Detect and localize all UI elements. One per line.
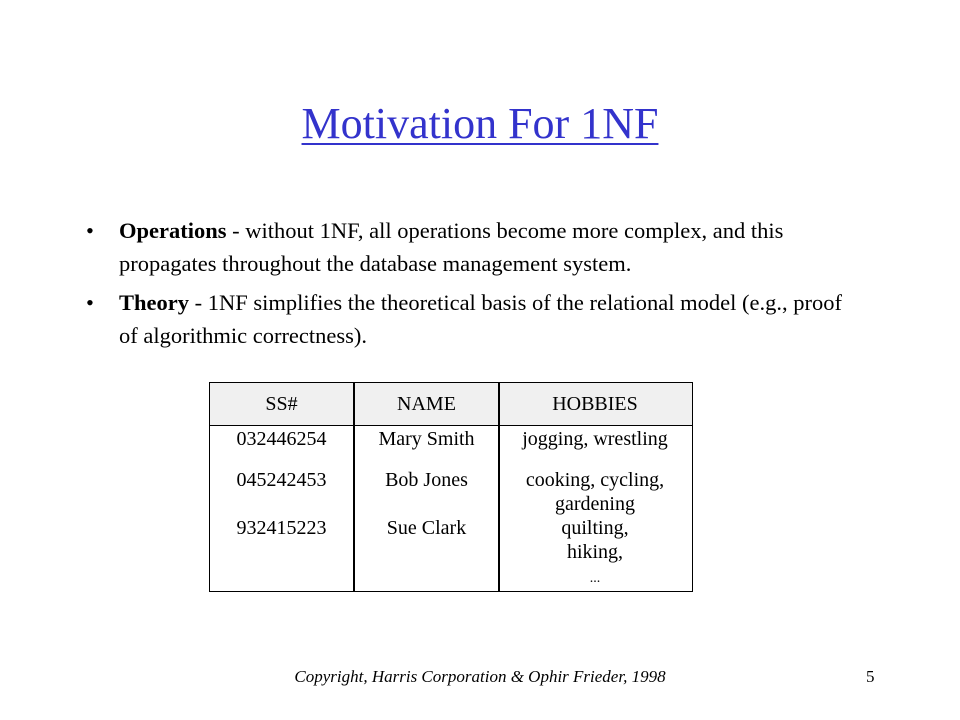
bullet-operations xyxy=(86,214,866,280)
cell-name: Mary Smith xyxy=(378,428,475,450)
bullet-term: Theory xyxy=(119,290,189,315)
cell-ssn: 045242453 xyxy=(236,469,327,491)
bullet-marker: • xyxy=(86,218,94,243)
cell-ssn: 932415223 xyxy=(236,517,327,539)
cell-name: Bob Jones xyxy=(385,469,468,491)
cell-hobbies-line: cooking, cycling, xyxy=(525,469,665,491)
cell-hobbies-line: hiking, xyxy=(566,541,624,563)
cell-hobbies-line: jogging, wrestling xyxy=(522,428,668,450)
cell-name: Sue Clark xyxy=(386,517,467,539)
bullet-theory xyxy=(86,286,866,352)
bullet-text: - 1NF simplifies the theoretical basis of the relational model (e.g., proof of algorithmic correctness). xyxy=(119,290,842,348)
cell-hobbies-line: gardening xyxy=(555,493,635,515)
bullet-marker: • xyxy=(86,290,94,315)
cell-hobbies-line: quilting, xyxy=(561,517,629,539)
bullet-list xyxy=(86,214,866,358)
column-header-ssn: SS# xyxy=(265,393,298,415)
slide-title: Motivation For 1NF xyxy=(301,99,659,148)
hobbies-table xyxy=(209,382,693,592)
cell-ssn: 032446254 xyxy=(236,428,327,450)
bullet-text: - without 1NF, all operations become more complex, and this propagates throughout the database management system. xyxy=(119,218,784,276)
bullet-term: Operations xyxy=(119,218,227,243)
page-number: 5 xyxy=(866,667,875,686)
column-header-hobbies: HOBBIES xyxy=(552,393,638,415)
cell-hobbies-ellipsis: ... xyxy=(589,571,601,586)
copyright-footer: Copyright, Harris Corporation & Ophir Frieder, 1998 xyxy=(294,667,666,686)
column-header-name: NAME xyxy=(397,393,456,415)
